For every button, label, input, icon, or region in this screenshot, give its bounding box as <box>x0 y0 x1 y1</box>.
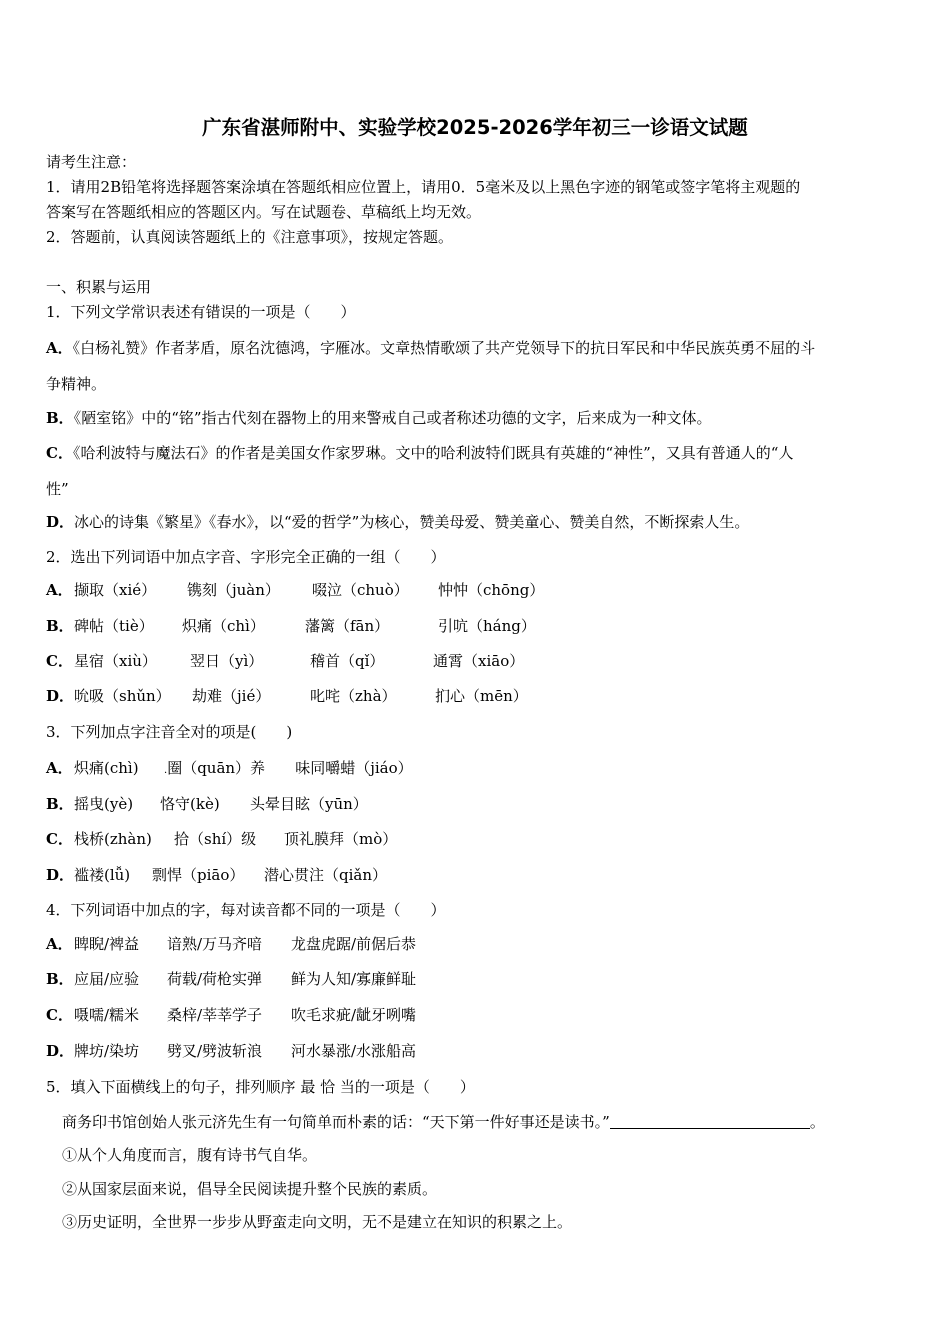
option-word: 引吭（háng） <box>438 617 536 635</box>
page-title: 广东省湛师附中、实验学校2025-2026学年初三一诊语文试题 <box>202 116 748 139</box>
q1-option-c <box>46 443 793 463</box>
option-label: D． <box>46 687 75 705</box>
option-word: 潜心贯注（qiǎn） <box>264 866 388 884</box>
option-word: 拾（shí）级 <box>174 830 257 848</box>
option-word: 龙盘虎踞/前倨后恭 <box>291 935 417 953</box>
option-label: A． <box>46 581 73 599</box>
option-word: 碑帖（tiè） <box>74 617 154 635</box>
option-word: 藩篱（fān） <box>305 617 390 635</box>
q5-sentence-2: ②从国家层面来说，倡导全民阅读提升整个民族的素质。 <box>62 1180 438 1198</box>
emphasis-dot-icon: · <box>164 768 168 779</box>
option-word: 河水暴涨/水涨船高 <box>291 1042 417 1060</box>
option-word: 吮吸（shǔn） <box>74 687 171 705</box>
fill-blank <box>610 1114 810 1129</box>
option-word: 炽痛（chì） <box>182 617 265 635</box>
q2-option-d <box>46 686 528 706</box>
option-text: 《哈利波特与魔法石》的作者是美国女作家罗琳。文中的哈利波特们既具有英雄的“神性”，又具有普通人的“人 <box>72 444 794 462</box>
q5-sentence-3: ③历史证明，全世界一步步从野蛮走向文明，无不是建立在知识的积累之上。 <box>62 1213 573 1231</box>
option-label: B． <box>46 970 74 988</box>
option-word: 顶礼膜拜（mò） <box>284 830 398 848</box>
option-label: B． <box>46 617 74 635</box>
option-word: 鲜为人知/寡廉鲜耻 <box>291 970 417 988</box>
option-label: C． <box>46 1006 73 1024</box>
q1-option-b <box>46 408 712 428</box>
option-label: A． <box>46 339 73 357</box>
q4-option-c <box>46 1005 416 1025</box>
notice-line-2: 答案写在答题纸相应的答题区内。写在试题卷、草稿纸上均无效。 <box>46 203 482 221</box>
option-word: 炽痛(chì) <box>74 759 139 777</box>
q2-option-c <box>46 651 524 671</box>
option-word: 谙熟/万马齐喑 <box>167 935 263 953</box>
q5-stem: 5．填入下面横线上的句子，排列顺序 最 恰 当的一项是（ ） <box>46 1078 475 1096</box>
q5-passage <box>62 1112 825 1132</box>
option-word: 啜泣（chuò） <box>312 581 409 599</box>
option-word: 睥睨/裨益 <box>74 935 140 953</box>
option-word: 应届/应验 <box>74 970 140 988</box>
option-label: B． <box>46 795 74 813</box>
option-word: 褴褛(lǚ) <box>74 866 131 884</box>
option-label: D． <box>46 513 75 531</box>
q1-option-a-cont: 争精神。 <box>46 375 107 393</box>
q5-sentence-1: ①从个人角度而言，腹有诗书气自华。 <box>62 1146 318 1164</box>
q1-option-a <box>46 338 815 358</box>
option-word: 忡忡（chōng） <box>438 581 545 599</box>
q1-option-d <box>46 512 749 532</box>
option-word: 撷取（xié） <box>74 581 157 599</box>
option-word: 味同嚼蜡（jiáo） <box>295 759 413 777</box>
option-label: D． <box>46 866 75 884</box>
option-word: 剽悍（piāo） <box>152 866 245 884</box>
option-label: D． <box>46 1042 75 1060</box>
option-word: 圈（quān）养 <box>167 759 266 777</box>
q3-stem: 3．下列加点字注音全对的项是( ) <box>46 723 293 741</box>
section-heading: 一、积累与运用 <box>46 278 152 296</box>
option-word: 吹毛求疵/龇牙咧嘴 <box>291 1006 417 1024</box>
option-word: 扪心（mēn） <box>435 687 528 705</box>
notice-line-3: 2．答题前，认真阅读答题纸上的《注意事项》，按规定答题。 <box>46 228 454 246</box>
q3-option-d <box>46 865 387 885</box>
option-word: 恪守(kè) <box>160 795 220 813</box>
q2-stem: 2．选出下列词语中加点字音、字形完全正确的一组（ ） <box>46 548 446 566</box>
option-word: 稽首（qǐ） <box>310 652 385 670</box>
option-word: 劫难（jié） <box>192 687 271 705</box>
option-word: 牌坊/染坊 <box>74 1042 140 1060</box>
option-word: 栈桥(zhàn) <box>74 830 152 848</box>
passage-text: 商务印书馆创始人张元济先生有一句简单而朴素的话：“天下第一件好事还是读书。” <box>62 1113 610 1131</box>
option-label: C． <box>46 652 73 670</box>
option-label: C． <box>46 444 73 462</box>
option-word: 摇曳(yè) <box>74 795 134 813</box>
notice-line-1: 1．请用2B铅笔将选择题答案涂填在答题纸相应位置上，请用0．5毫米及以上黑色字迹的钢笔或签字笔将主观题的 <box>46 178 801 196</box>
option-label: B． <box>46 409 74 427</box>
option-word: 劈叉/劈波斩浪 <box>167 1042 263 1060</box>
q4-option-b <box>46 969 416 989</box>
q4-option-d <box>46 1041 416 1061</box>
q4-stem: 4．下列词语中加点的字，每对读音都不同的一项是（ ） <box>46 901 446 919</box>
option-word: 荷载/荷枪实弹 <box>167 970 263 988</box>
notice-heading: 请考生注意： <box>46 153 137 171</box>
q1-stem: 1．下列文学常识表述有错误的一项是（ ） <box>46 303 356 321</box>
option-text: 《白杨礼赞》作者茅盾，原名沈德鸿，字雁冰。文章热情歌颂了共产党领导下的抗日军民和中华民族英勇不屈的斗 <box>72 339 816 357</box>
q3-option-c <box>46 829 397 849</box>
option-label: A． <box>46 935 73 953</box>
option-word: 翌日（yì） <box>190 652 264 670</box>
q1-option-c-cont: 性” <box>46 480 69 498</box>
option-word: 星宿（xiù） <box>74 652 157 670</box>
q2-option-b <box>46 616 536 636</box>
option-label: A． <box>46 759 73 777</box>
option-word: 桑梓/莘莘学子 <box>167 1006 263 1024</box>
passage-period: 。 <box>809 1113 825 1131</box>
q2-option-a <box>46 580 544 600</box>
option-word: 通霄（xiāo） <box>433 652 525 670</box>
q4-option-a <box>46 934 416 954</box>
option-text: 《陋室铭》中的“铭”指古代刻在器物上的用来警戒自己或者称述功德的文字，后来成为一种文体。 <box>73 409 712 427</box>
option-word: 头晕目眩（yūn） <box>250 795 368 813</box>
q3-option-b <box>46 794 368 814</box>
option-text: 冰心的诗集《繁星》《春水》，以“爱的哲学”为核心，赞美母爱、赞美童心、赞美自然，不断探索人生。 <box>74 513 750 531</box>
option-word: 嗫嚅/糯米 <box>74 1006 140 1024</box>
option-word: 镌刻（juàn） <box>187 581 280 599</box>
option-label: C． <box>46 830 73 848</box>
option-word: 叱咤（zhà） <box>310 687 397 705</box>
q3-option-a <box>46 758 413 784</box>
